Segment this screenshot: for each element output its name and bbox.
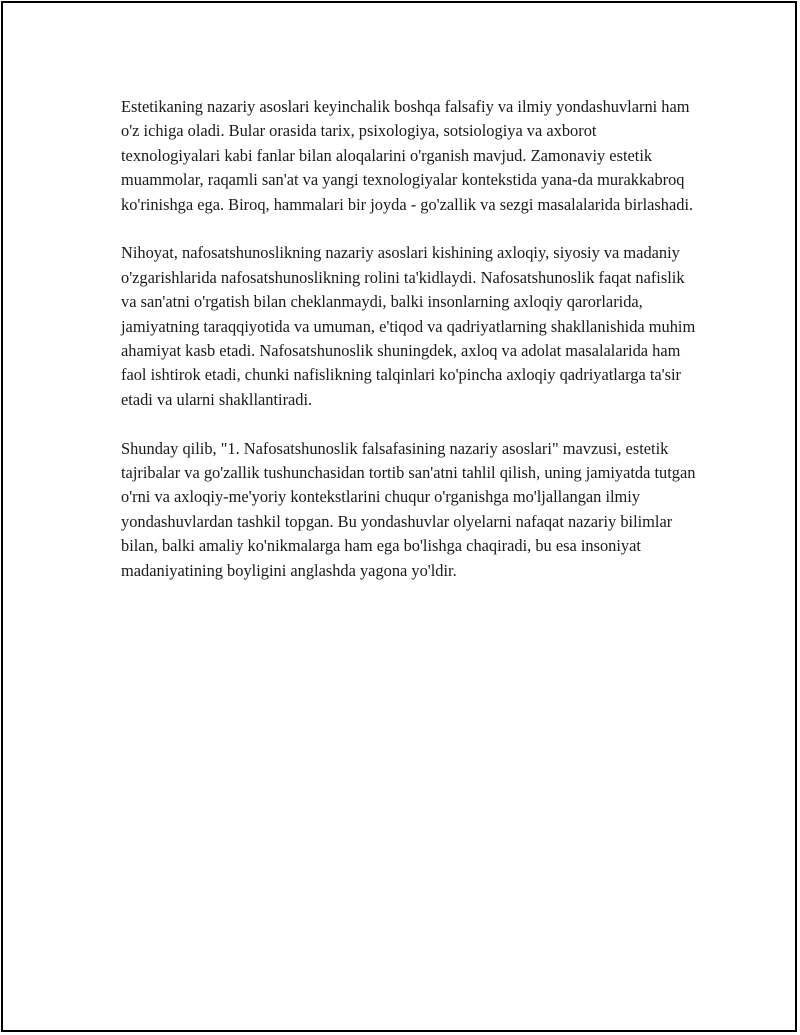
paragraph-3: Shunday qilib, "1. Nafosatshunoslik falsafasining nazariy asoslari" mavzusi, estetik tajribalar va go'zallik tushunchasidan tortib san'atni tahlil qilish, uning jamiyatda tutgan o'rni va axloqiy-me'yoriy kontekstlarini chuqur o'rganishga mo'ljallangan ilmiy yondashuvlardan tashkil topgan. Bu yondashuvlar olyelarni nafaqat nazariy bilimlar bilan, balki amaliy ko'nikmalarga ham ega bo'lishga chaqiradi, bu esa insoniyat madaniyatining boyligini anglashda yagona yo'ldir. xyxy=(121,438,696,580)
paragraph-2: Nihoyat, nafosatshunoslikning nazariy asoslari kishining axloqiy, siyosiy va madaniy o'zgarishlarida nafosatshunoslikning rolini ta'kidlaydi. Nafosatshunoslik faqat nafislik va san'atni o'rgatish bilan cheklanmaydi, balki insonlarning axloqiy qarorlarida, jamiyatning taraqqiyotida va umuman, e'tiqod va qadriyatlarning shakllanishida muhim ahamiyat kasb etadi. Nafosatshunoslik shuningdek, axloq va adolat masalalarida ham faol ishtirok etadi, chunki nafislikning talqinlari ko'pincha axloqiy qadriyatlarga ta'sir etadi va ularni shakllantiradi. xyxy=(121,243,696,409)
document-body xyxy=(121,95,696,607)
paragraph-1: Estetikaning nazariy asoslari keyinchalik boshqa falsafiy va ilmiy yondashuvlarni ham o'z ichiga oladi. Bular orasida tarix, psixologiya, sotsiologiya va axborot texnologiyalari kabi fanlar bilan aloqalarini o'rganish mavjud. Zamonaviy estetik muammolar, raqamli san'at va yangi texnologiyalar kontekstida yana-da murakkabroq ko'rinishga ega. Biroq, hammalari bir joyda - go'zallik va sezgi masalalarida birlashadi. xyxy=(121,97,694,214)
page-frame xyxy=(1,1,797,1032)
